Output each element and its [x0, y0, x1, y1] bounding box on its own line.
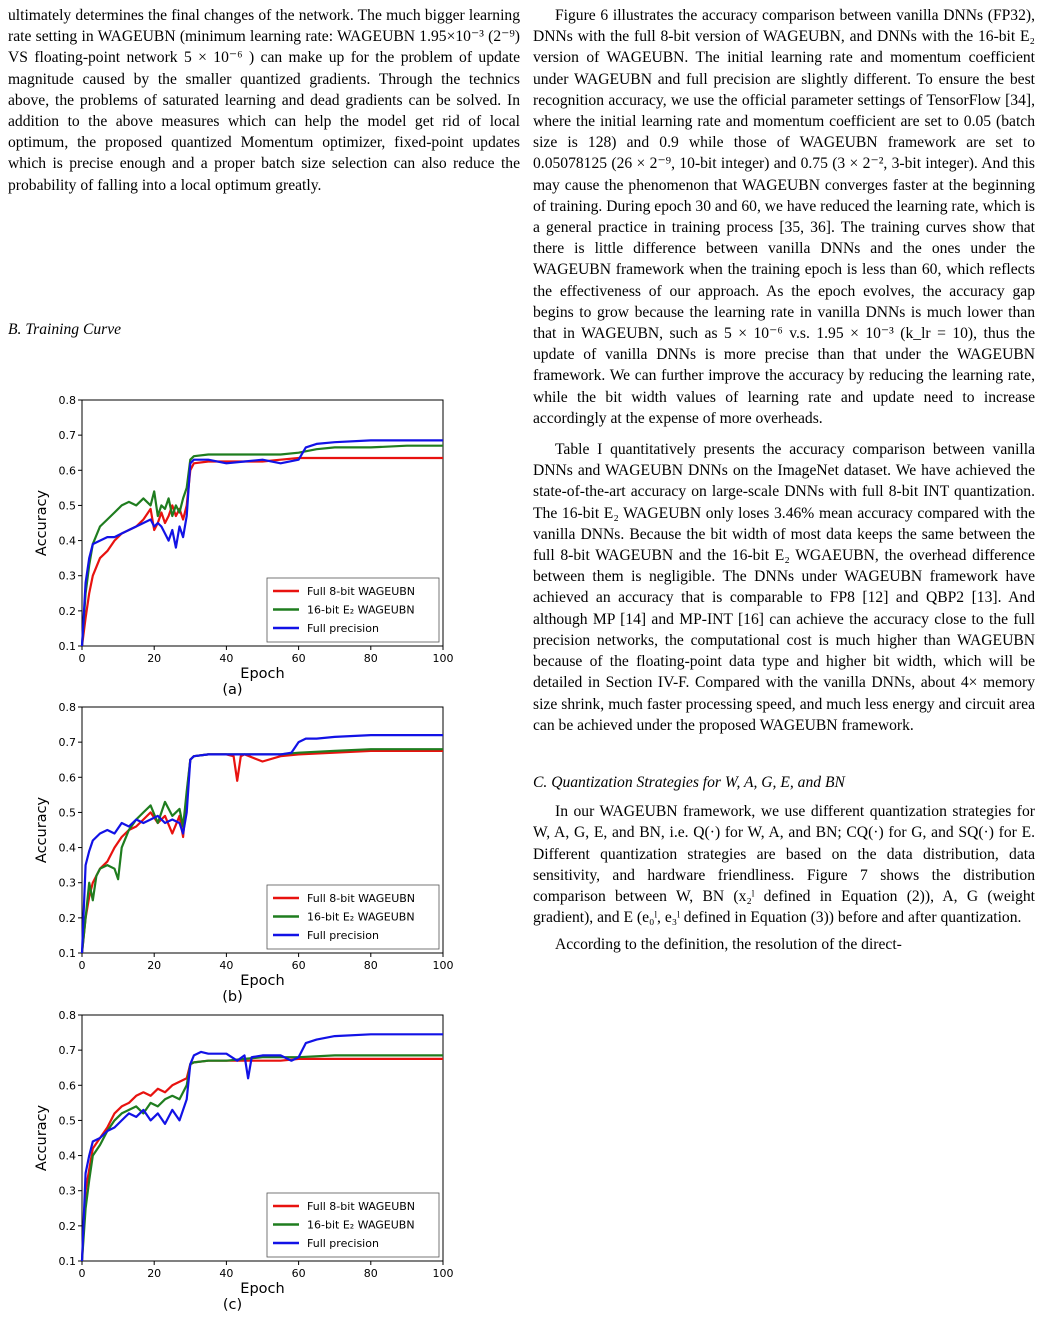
x-tick-label: 40	[219, 1267, 234, 1280]
y-tick-label: 0.3	[58, 569, 76, 583]
y-tick-label: 0.2	[58, 1219, 76, 1233]
y-tick-label: 0.6	[58, 1079, 76, 1093]
x-tick-label: 60	[291, 1267, 306, 1280]
legend-entry: 16-bit E₂ WAGEUBN	[307, 603, 415, 617]
x-axis-label: Epoch	[240, 666, 285, 682]
y-tick-label: 0.5	[58, 499, 76, 513]
legend-entry: Full precision	[307, 929, 379, 942]
x-tick-label: 100	[432, 652, 454, 665]
y-tick-label: 0.4	[58, 841, 76, 855]
training-curve-chart-a	[30, 393, 470, 698]
y-tick-label: 0.7	[58, 429, 76, 443]
x-tick-label: 20	[147, 1267, 162, 1280]
x-tick-label: 0	[78, 959, 86, 972]
y-tick-label: 0.2	[58, 911, 76, 925]
y-tick-label: 0.2	[58, 604, 76, 618]
x-axis-label: Epoch	[240, 1281, 285, 1297]
x-tick-label: 20	[147, 652, 162, 665]
legend-entry: Full precision	[307, 1237, 379, 1250]
y-tick-label: 0.4	[58, 1149, 76, 1163]
x-tick-label: 20	[147, 959, 162, 972]
legend-entry: Full 8-bit WAGEUBN	[307, 1200, 416, 1213]
x-tick-label: 0	[78, 652, 86, 665]
right-paragraph-1: Figure 6 illustrates the accuracy comparison between vanilla DNNs (FP32), DNNs with the full 8-bit version of WAGEUBN, and DNNs with the 16-bit E₂ version of WAGEUBN. The initial learning rate and momentum coefficient under WAGEUBN and full precision are slightly different. To ensure the best recognition accuracy, we use the official parameter settings of TensorFlow [34], where the initial learning rate and momentum coefficient are set to 0.05 (batch size is 128) and 0.9 while those of WAGEUBN framework are set to 0.05078125 (26 × 2⁻⁹, 10-bit integer) and 0.75 (3 × 2⁻², 3-bit integer). And this may cause the phenomenon that WAGEUBN converges faster at the beginning of training. During epoch 30 and 60, we have reduced the learning rate, which is a general practice in training process [35, 36]. The training curves show that there is little difference between vanilla DNNs and the ones under the WAGEUBN framework when the training epoch is less than 60, which reflects the effectiveness of our approach. As the epoch evolves, the accuracy gap begins to grow because the learning rate in vanilla DNNs is much lower than that in WAGEUBN, such as 5 × 10⁻⁶ v.s. 1.95 × 10⁻³ (k_lr = 10), thus the update of vanilla DNNs is more precise than that under the WAGEUBN framework. We can further improve the accuracy by reducing the learning rate, while the bit width values of learning rate and update need to increase accordingly at the expense of more overheads.	[533, 7, 1035, 427]
y-tick-label: 0.5	[58, 1114, 76, 1128]
left-paragraph-1: ultimately determines the final changes of the network. The much bigger learning rate setting in WAGEUBN (minimum learning rate: WAGEUBN 1.95×10⁻³ (2⁻⁹) VS floating-point network 5 × 10⁻⁶ ) can make up for the problem of update magnitude caused by the smaller quantized gradients. Through the technics above, the problems of saturated learning and dead gradients can be solved. In addition to the above measures which can help the model get rid of local optimum, the proposed quantized Momentum optimizer, fixed-point updates which is precise enough and a proper batch size selection can also reduce the probability of falling into a local optimum greatly.	[8, 7, 520, 194]
y-tick-label: 0.6	[58, 771, 76, 785]
panel-label: (b)	[222, 989, 243, 1005]
y-axis-label: Accuracy	[34, 489, 50, 557]
x-tick-label: 60	[291, 959, 306, 972]
y-tick-label: 0.8	[58, 701, 76, 714]
y-tick-label: 0.3	[58, 1184, 76, 1198]
right-paragraph-2: Table I quantitatively presents the accuracy comparison between vanilla DNNs and WAGEUBN DNNs on the ImageNet dataset. We have achieved the state-of-the-art accuracy on large-scale DNNs with full 8-bit INT quantization. The 16-bit E₂ WAGEUBN only loses 3.46% mean accuracy compared with the vanilla DNNs. Because the bit width of most data keeps the same between the full 8-bit WAGEUBN and the 16-bit E₂ WGAEUBN, the overhead difference between them is negligible. The DNNs under WAGEUBN framework have achieved an accuracy that is comparable to FP8 [12] and QBP2 [13]. And although MP [14] and MP-INT [16] can achieve the accuracy close to the full precision networks, the computational cost is much higher than WAGEUBN because of the floating-point data type and higher bit width, which will be detailed in Section IV-F. Compared with the vanilla DNNs, about 4× memory size shrink, much faster processing speed, and much less energy and circuit area can be achieved under the proposed WAGEUBN framework.	[533, 441, 1035, 734]
legend-entry: Full 8-bit WAGEUBN	[307, 585, 416, 598]
y-tick-label: 0.7	[58, 1044, 76, 1058]
legend-entry: Full precision	[307, 622, 379, 635]
panel-label: (a)	[222, 682, 243, 698]
x-tick-label: 40	[219, 652, 234, 665]
y-axis-label: Accuracy	[34, 796, 50, 864]
y-tick-label: 0.4	[58, 534, 76, 548]
section-heading-b: B. Training Curve	[8, 321, 122, 338]
x-tick-label: 80	[363, 959, 378, 972]
x-tick-label: 60	[291, 652, 306, 665]
y-tick-label: 0.1	[58, 640, 76, 653]
training-curve-chart-b	[30, 700, 470, 1005]
panel-label: (c)	[222, 1297, 243, 1313]
right-column	[533, 5, 1035, 956]
legend-entry: Full 8-bit WAGEUBN	[307, 892, 416, 905]
y-axis-label: Accuracy	[34, 1104, 50, 1172]
left-column	[8, 5, 520, 196]
x-tick-label: 100	[432, 1267, 454, 1280]
right-paragraph-3: In our WAGEUBN framework, we use different quantization strategies for W, A, G, E, and BN, i.e. Q(·) for W, A, and BN; CQ(·) for G, and SQ(·) for E. Different quantization strategies are based on the data distribution, data sensitivity, and hardware friendliness. Figure 7 shows the distribution comparison between W, BN (x₂ˡ defined in Equation (2)), A, G (weight gradient), and E (e₀ˡ, e₃ˡ defined in Equation (3)) before and after quantization.	[533, 803, 1035, 927]
x-tick-label: 80	[363, 652, 378, 665]
x-tick-label: 40	[219, 959, 234, 972]
legend-entry: 16-bit E₂ WAGEUBN	[307, 910, 415, 924]
x-tick-label: 100	[432, 959, 454, 972]
x-tick-label: 80	[363, 1267, 378, 1280]
x-tick-label: 0	[78, 1267, 86, 1280]
y-tick-label: 0.8	[58, 1009, 76, 1022]
legend-entry: 16-bit E₂ WAGEUBN	[307, 1218, 415, 1232]
y-tick-label: 0.1	[58, 1255, 76, 1268]
y-tick-label: 0.5	[58, 806, 76, 820]
right-paragraph-4: According to the definition, the resolution of the direct-	[555, 936, 902, 954]
x-axis-label: Epoch	[240, 973, 285, 989]
y-tick-label: 0.8	[58, 394, 76, 407]
training-curve-chart-c	[30, 1008, 470, 1313]
y-tick-label: 0.3	[58, 876, 76, 890]
y-tick-label: 0.6	[58, 464, 76, 478]
y-tick-label: 0.7	[58, 736, 76, 750]
y-tick-label: 0.1	[58, 947, 76, 960]
section-heading-c: C. Quantization Strategies for W, A, G, E, and BN	[533, 773, 845, 791]
